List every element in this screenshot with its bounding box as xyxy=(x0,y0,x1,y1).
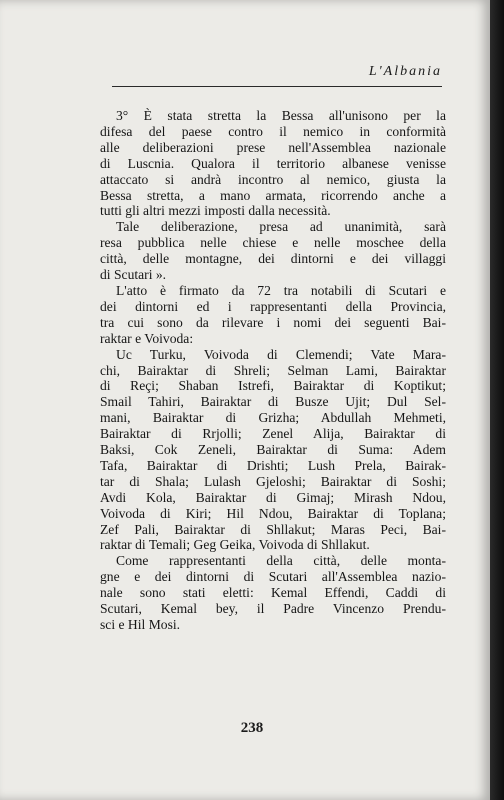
text-line: Avdi Kola, Bairaktar di Gimaj; Mirash Ndou, xyxy=(100,489,446,505)
text-line: città, delle montagne, dei dintorni e dei villaggi xyxy=(100,251,446,267)
text-line: Come rappresentanti della città, delle monta- xyxy=(116,553,446,569)
paragraph xyxy=(100,283,446,347)
text-line: L'atto è firmato da 72 tra notabili di Scutari e xyxy=(116,282,446,298)
text-line: difesa del paese contro il nemico in conformità xyxy=(100,123,446,139)
text-line: Tafa, Bairaktar di Drishti; Lush Prela, Bairak- xyxy=(100,457,446,473)
text-line: tar di Shala; Lulash Gjeloshi; Bairaktar di Soshi; xyxy=(100,473,446,489)
text-line: Scutari, Kemal bey, il Padre Vincenzo Prendu- xyxy=(100,601,446,617)
text-line: raktar e Voivoda: xyxy=(100,330,194,346)
text-line: alle deliberazioni prese nell'Assemblea nazionale xyxy=(100,139,446,155)
text-line: nale sono stati eletti: Kemal Effendi, Caddi di xyxy=(100,585,446,601)
paragraph xyxy=(100,553,446,633)
text-line: gne e dei dintorni di Scutari all'Assemblea nazio- xyxy=(100,569,446,585)
paragraph xyxy=(100,108,446,219)
text-line: tutti gli altri mezzi imposti dalla necessità. xyxy=(100,203,331,219)
paragraph xyxy=(100,347,446,554)
text-line: sci e Hil Mosi. xyxy=(100,617,181,632)
text-line: Bairaktar di Rrjolli; Zenel Alija, Bairaktar di xyxy=(100,426,446,442)
text-line: di Scutari ». xyxy=(100,267,167,283)
book-spine-edge xyxy=(490,0,504,800)
text-line: Uc Turku, Voivoda di Clemendi; Vate Mara- xyxy=(116,346,446,362)
text-line: mani, Bairaktar di Grizha; Abdullah Mehmeti, xyxy=(100,410,446,426)
running-head: L'Albania xyxy=(368,64,442,79)
text-line: Bessa stretta, a mano armata, ricorrendo anche a xyxy=(100,187,446,203)
page-number: 238 xyxy=(240,720,264,736)
text-line: raktar di Temali; Geg Geika, Voivoda di Shllakut. xyxy=(100,537,370,553)
text-line: Smail Tahiri, Bairaktar di Busze Ujit; Dul Sel- xyxy=(100,394,446,410)
text-line: Zef Pali, Bairaktar di Shllakut; Maras Peci, Bai- xyxy=(100,521,446,537)
text-line: tra cui sono da rilevare i nomi dei seguenti Bai- xyxy=(100,314,446,330)
text-line: chi, Bairaktar di Shreli; Selman Lami, Bairaktar xyxy=(100,362,446,378)
text-line: Voivoda di Kiri; Hil Ndou, Bairaktar di Toplana; xyxy=(100,505,446,521)
header-rule xyxy=(112,86,442,87)
text-line: Baksi, Cok Zeneli, Bairaktar di Suma: Adem xyxy=(100,442,446,458)
paragraph xyxy=(100,219,446,283)
text-line: di Reçi; Shaban Istrefi, Bairaktar di Koptikut; xyxy=(100,378,446,394)
text-line: resa pubblica nelle chiese e nelle moschee della xyxy=(100,235,446,251)
text-line: di Luscnia. Qualora il territorio albanese venisse xyxy=(100,155,446,171)
body-text xyxy=(100,108,446,633)
text-line: 3° È stata stretta la Bessa all'unisono per la xyxy=(116,108,446,123)
text-line: dei dintorni ed i rappresentanti della Provincia, xyxy=(100,298,446,314)
text-line: attaccato si andrà incontro al nemico, giusta la xyxy=(100,171,446,187)
text-line: Tale deliberazione, presa ad unanimità, sarà xyxy=(116,219,446,235)
